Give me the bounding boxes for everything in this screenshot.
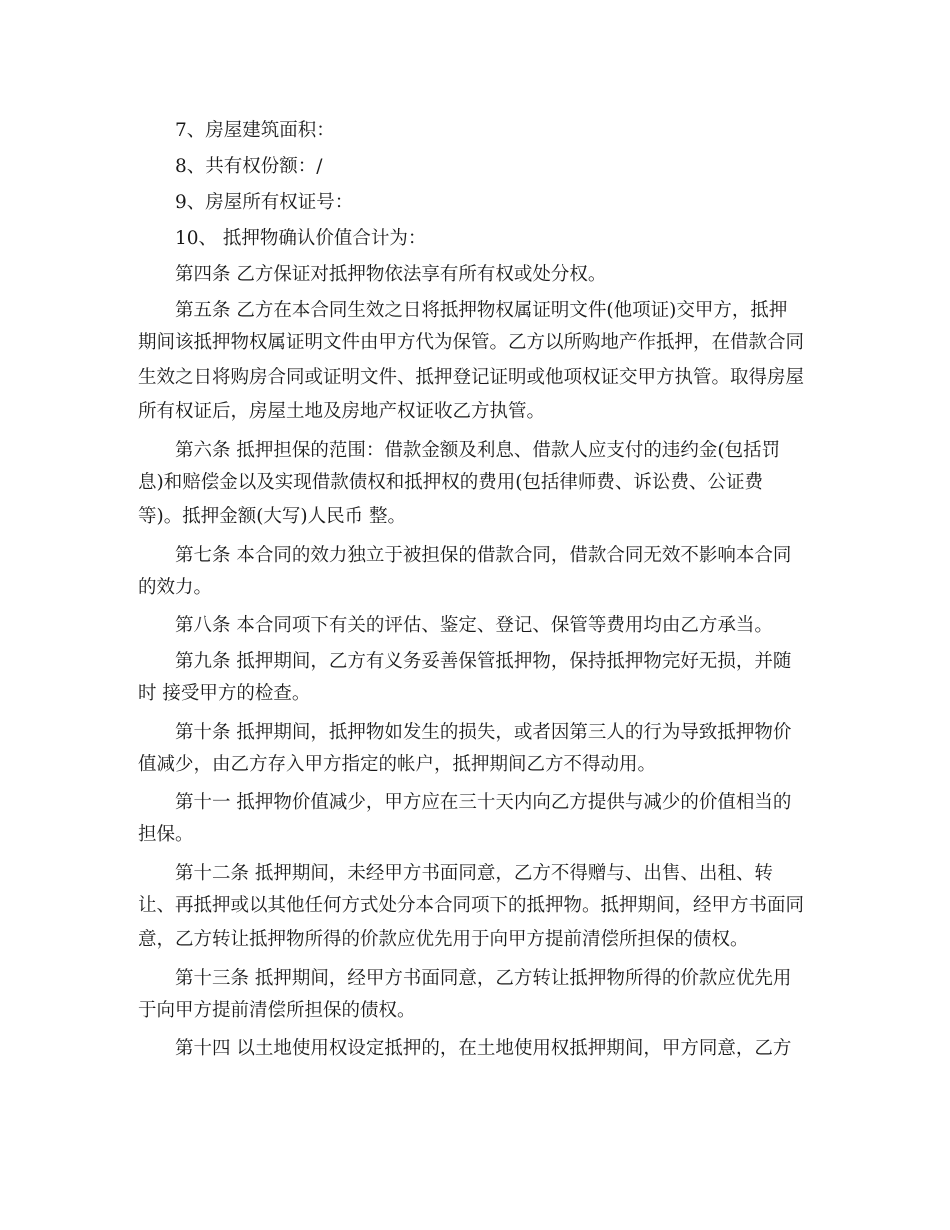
text-line: 让、再抵押或以其他任何方式处分本合同项下的抵押物。抵押期间，经甲方书面同	[138, 894, 805, 916]
article-14	[138, 1034, 814, 1064]
item-8-co-ownership-share	[138, 152, 814, 182]
text-line: 意，乙方转让抵押物所得的价款应优先用于向甲方提前清偿所担保的债权。	[138, 929, 749, 950]
text-line: 生效之日将购房合同或证明文件、抵押登记证明或他项权证交甲方执管。取得房屋	[138, 366, 805, 388]
text-line: 于向甲方提前清偿所担保的债权。	[138, 999, 416, 1021]
article-4	[138, 260, 814, 290]
text-line: 第七条 本合同的效力独立于被担保的借款合同，借款合同无效不影响本合同	[175, 544, 792, 566]
article-13	[138, 964, 814, 1029]
text-line: 息)和赔偿金以及实现借款债权和抵押权的费用(包括律师费、诉讼费、公证费	[138, 471, 763, 493]
text-line: 第八条 本合同项下有关的评估、鉴定、登记、保管等费用均由乙方承当。	[175, 615, 773, 636]
text-line: 第十一 抵押物价值减少，甲方应在三十天内向乙方提供与减少的价值相当的	[175, 792, 792, 813]
text-line: 第四条 乙方保证对抵押物依法享有所有权或处分权。	[175, 264, 607, 285]
text-line: 9、房屋所有权证号：	[175, 192, 354, 213]
text-line: 的效力。	[138, 576, 213, 598]
article-6	[138, 436, 814, 535]
item-7-floor-area	[138, 116, 814, 146]
text-line: 等)。抵押金额(大写)人民币 整。	[138, 506, 407, 527]
text-line: 8、共有权份额：/	[175, 156, 323, 177]
text-line: 7、房屋建筑面积：	[175, 120, 335, 141]
item-9-ownership-certificate	[138, 188, 814, 218]
text-line: 期间该抵押物权属证明文件由甲方代为保管。乙方以所购地产作抵押，在借款合同	[138, 332, 805, 353]
contract-body	[138, 116, 814, 1070]
text-line: 所有权证后，房屋土地及房地产权证收乙方执管。	[138, 401, 546, 422]
article-9	[138, 647, 814, 712]
article-12	[138, 859, 814, 958]
article-8	[138, 611, 814, 641]
text-line: 第十四 以土地使用权设定抵押的，在土地使用权抵押期间，甲方同意，乙方	[175, 1038, 792, 1059]
text-line: 第五条 乙方在本合同生效之日将抵押物权属证明文件(他项证)交甲方，抵押	[175, 300, 788, 321]
text-line: 第十条 抵押期间，抵押物如发生的损失，或者因第三人的行为导致抵押物价	[175, 721, 792, 743]
article-7	[138, 541, 814, 606]
item-10-total-value	[138, 224, 814, 254]
text-line: 10、 抵押物确认价值合计为：	[175, 228, 427, 249]
text-line: 第十二条 抵押期间，未经甲方书面同意，乙方不得赠与、出售、出租、转	[175, 862, 773, 884]
article-10	[138, 718, 814, 783]
text-line: 值减少，由乙方存入甲方指定的帐户，抵押期间乙方不得动用。	[138, 753, 657, 775]
text-line: 担保。	[138, 824, 194, 845]
text-line: 第六条 抵押担保的范围：借款金额及利息、借款人应支付的违约金(包括罚	[175, 439, 781, 461]
text-line: 第九条 抵押期间，乙方有义务妥善保管抵押物，保持抵押物完好无损，并随	[175, 651, 792, 672]
article-5	[138, 296, 814, 430]
article-11	[138, 788, 814, 853]
text-line: 第十三条 抵押期间，经甲方书面同意，乙方转让抵押物所得的价款应优先用	[175, 967, 792, 989]
text-line: 时 接受甲方的检查。	[138, 683, 311, 704]
